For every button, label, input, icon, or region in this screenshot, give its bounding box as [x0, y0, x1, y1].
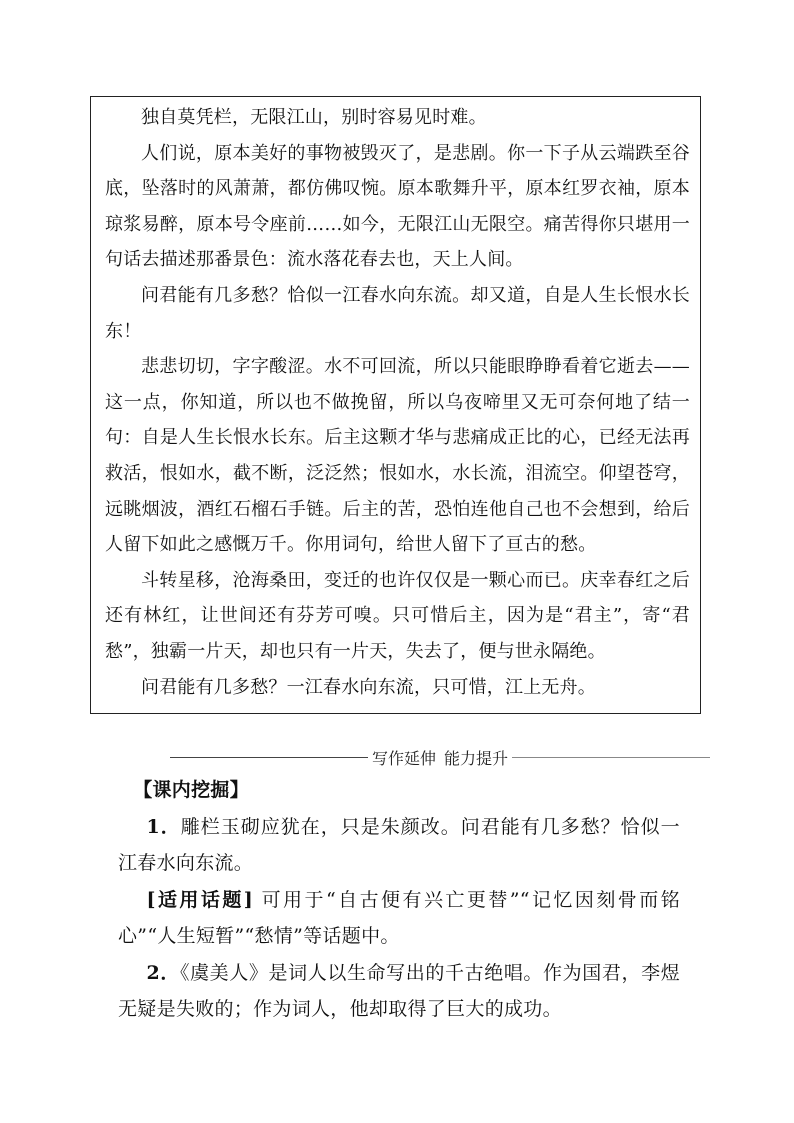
topic-text: 可用于“自古便有兴亡更替”“记忆因刻骨而铭心”“人生短暂”“愁情”等话题中。: [118, 888, 681, 947]
exercise-item-2: [118, 955, 680, 1028]
topic-tag: [适用话题]: [146, 888, 254, 911]
item-text: 雕栏玉砌应犹在，只是朱颜改。问君能有几多愁？恰似一江春水向东流。: [118, 815, 680, 874]
exercise-heading: 【课内挖掘】: [133, 779, 249, 801]
item-text: 《虞美人》是词人以生命写出的千古绝唱。作为国君，李煜无疑是失败的；作为词人，他却取得了巨大的成功。: [118, 961, 680, 1020]
passage-paragraph: 人们说，原本美好的事物被毁灭了，是悲剧。你一下子从云端跌至谷底，坠落时的风萧萧，都仿佛叹惋。原本歌舞升平，原本红罗衣袖，原本琼浆易醉，原本号令座前……如今，无限江山无限空。痛苦得你只堪用一句话去描述那番景色：流水落花春去也，天上人间。: [105, 142, 690, 271]
item-number: 2．: [146, 961, 180, 984]
section-title-part2: 能力提升: [444, 748, 509, 768]
passage-box: [90, 96, 701, 714]
section-title-part1: 写作延伸: [371, 748, 436, 768]
passage-paragraph: 悲悲切切，字字酸涩。水不可回流，所以只能眼睁睁看着它逝去——这一点，你知道，所以也不做挽留，所以乌夜啼里又无可奈何地了结一句：自是人生长恨水长东。后主这颗才华与悲痛成正比的心，已经无法再救活，恨如水，截不断，泛泛然；恨如水，水长流，泪流空。仰望苍穹，远眺烟波，酒红石榴石手链。后主的苦，恐怕连他自己也不会想到，给后人留下如此之感慨万千。你用词句，给世人留下了亘古的愁。: [105, 356, 690, 556]
passage-paragraph: 斗转星移，沧海桑田，变迁的也许仅仅是一颗心而已。庆幸春红之后还有林红，让世间还有芬芳可嗅。只可惜后主，因为是“君主”，寄“君愁”，独霸一片天，却也只有一片天，失去了，便与世永隔绝。: [105, 569, 690, 662]
passage-paragraph: 问君能有几多愁？一江春水向东流，只可惜，江上无舟。: [141, 676, 596, 698]
section-divider: [170, 745, 710, 769]
section-title: [368, 746, 512, 769]
item-number: 1．: [146, 815, 181, 838]
passage-paragraph: 问君能有几多愁？恰似一江春水向东流。却又道，自是人生长恨水长东！: [105, 284, 690, 342]
divider-rule-left: [170, 757, 368, 758]
exercise-section: [118, 772, 680, 1028]
divider-rule-right: [512, 757, 710, 758]
passage-paragraph: 独自莫凭栏，无限江山，别时容易见时难。: [141, 107, 487, 128]
exercise-item-1: [118, 809, 680, 882]
topic-note: [118, 882, 680, 955]
